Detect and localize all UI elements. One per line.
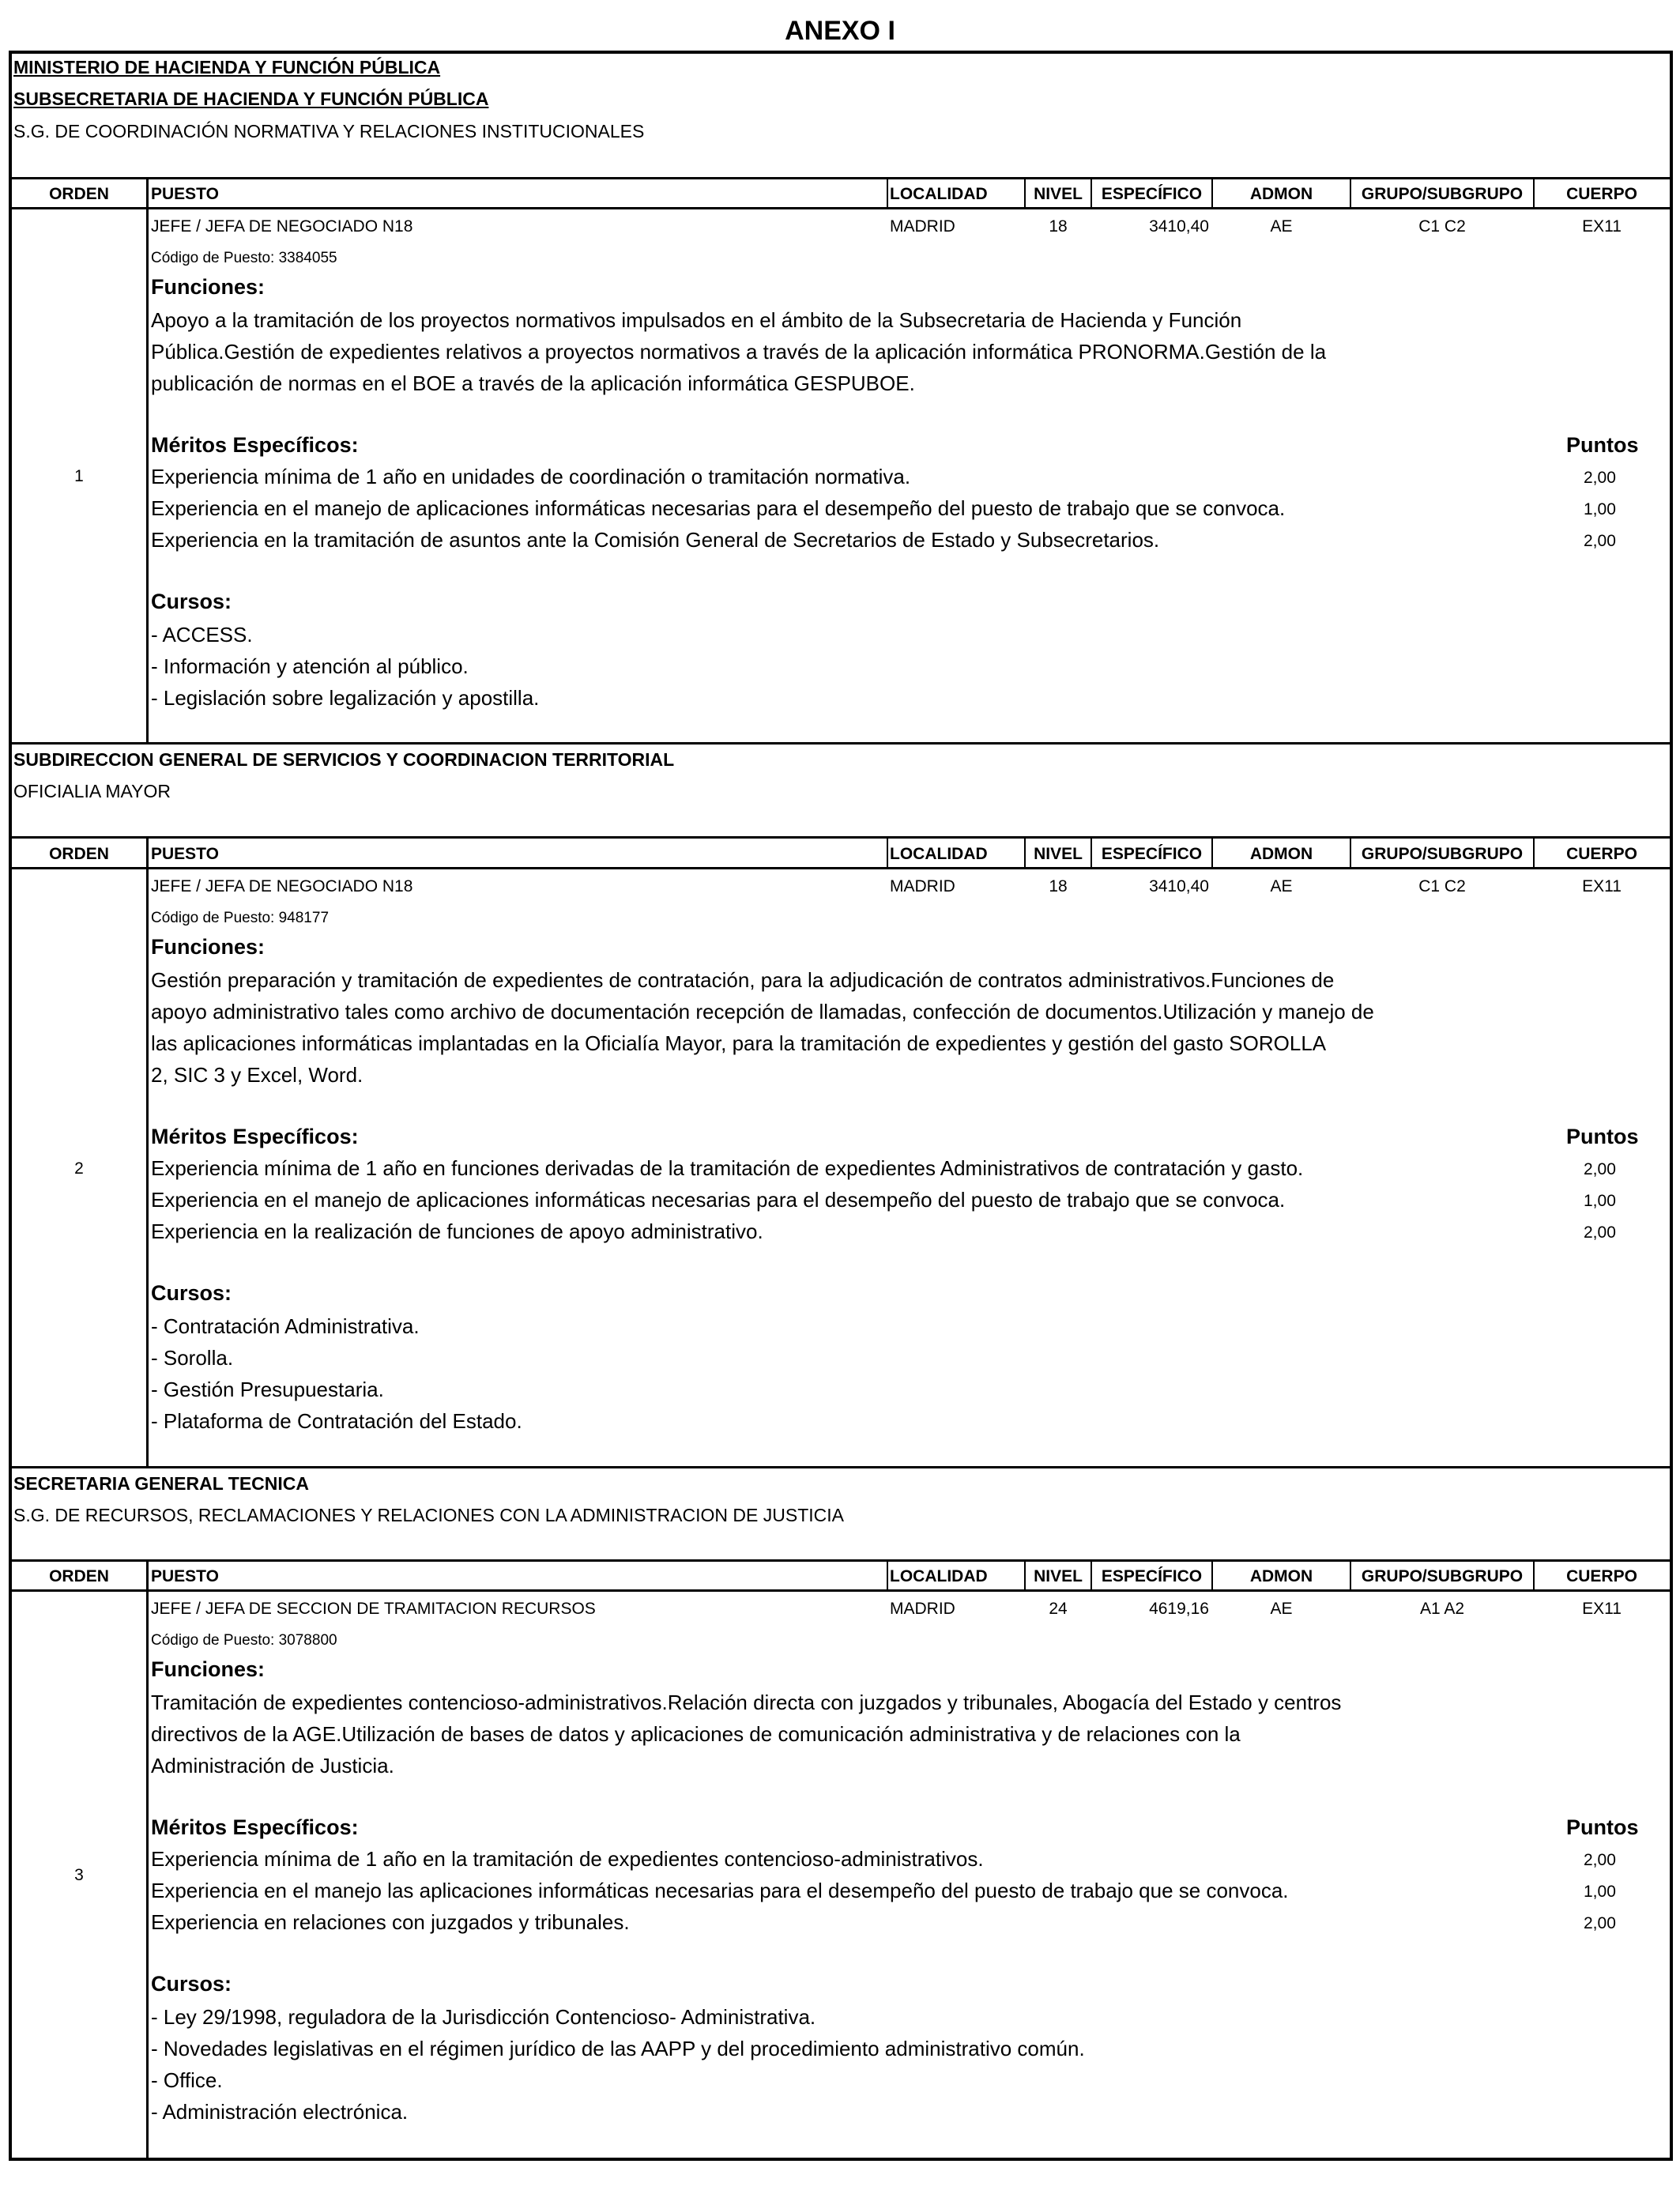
cuerpo-cell: EX11 — [1582, 217, 1622, 236]
ministry-header: MINISTERIO DE HACIENDA Y FUNCIÓN PÚBLICA — [13, 57, 441, 77]
puntos-heading: Puntos — [1566, 1125, 1639, 1148]
funciones-line: apoyo administrativo tales como archivo de documentación recepción de llamadas, confección de documentos.Utilización y manejo de — [151, 1000, 1374, 1023]
puesto-cell: JEFE / JEFA DE NEGOCIADO N18 — [151, 217, 413, 236]
localidad-cell: MADRID — [890, 877, 955, 895]
row-divider — [9, 836, 1673, 839]
meritos-heading: Méritos Específicos: — [151, 1125, 359, 1148]
col-header-especifico: ESPECÍFICO — [1101, 185, 1203, 203]
admon-cell: AE — [1270, 877, 1293, 895]
col-header-grupo: GRUPO/SUBGRUPO — [1361, 185, 1524, 203]
merito-puntos: 2,00 — [1584, 469, 1616, 487]
col-header-localidad: LOCALIDAD — [890, 845, 988, 863]
nivel-cell: 18 — [1049, 877, 1068, 895]
merito-line: Experiencia mínima de 1 año en unidades de coordinación o tramitación normativa. — [151, 465, 911, 488]
merito-puntos: 2,00 — [1584, 1223, 1616, 1242]
nivel-cell: 18 — [1049, 217, 1068, 236]
merito-line: Experiencia en el manejo de aplicaciones informáticas necesarias para el desempeño del puesto de trabajo que se convoca. — [151, 1188, 1286, 1212]
merito-line: Experiencia en la tramitación de asuntos ante la Comisión General de Secretarios de Estado y Subsecretarios. — [151, 528, 1160, 552]
col-header-localidad: LOCALIDAD — [890, 1567, 988, 1585]
cuerpo-cell: EX11 — [1582, 1600, 1622, 1618]
curso-line: - ACCESS. — [151, 623, 253, 647]
codigo-puesto: Código de Puesto: 3384055 — [151, 250, 337, 266]
row-divider — [9, 177, 1673, 179]
col-header-cuerpo: CUERPO — [1566, 1567, 1637, 1585]
merito-puntos: 2,00 — [1584, 1160, 1616, 1178]
funciones-line: las aplicaciones informáticas implantadas en la Oficialía Mayor, para la tramitación de expedientes y gestión del gasto SOROLLA — [151, 1031, 1327, 1055]
curso-line: - Gestión Presupuestaria. — [151, 1378, 384, 1401]
curso-line: - Contratación Administrativa. — [151, 1314, 420, 1338]
unit-subheader-2: OFICIALIA MAYOR — [13, 781, 171, 801]
merito-puntos: 2,00 — [1584, 532, 1616, 550]
funciones-line: Administración de Justicia. — [151, 1754, 394, 1777]
funciones-line: Pública.Gestión de expedientes relativos a proyectos normativos a través de la aplicación informática PRONORMA.Gestión de la — [151, 340, 1327, 364]
col-header-admon: ADMON — [1249, 1567, 1313, 1585]
row-divider — [9, 207, 1673, 209]
funciones-line: Tramitación de expedientes contencioso-administrativos.Relación directa con juzgados y tribunales, Abogacía del Estado y centros — [151, 1691, 1342, 1714]
column-divider — [146, 836, 149, 1466]
col-header-localidad: LOCALIDAD — [890, 185, 988, 203]
col-header-grupo: GRUPO/SUBGRUPO — [1361, 1567, 1524, 1585]
funciones-heading: Funciones: — [151, 275, 266, 299]
unit-subheader-3: S.G. DE RECURSOS, RECLAMACIONES Y RELACIONES CON LA ADMINISTRACION DE JUSTICIA — [13, 1505, 844, 1525]
col-header-puesto: PUESTO — [151, 1567, 219, 1585]
curso-line: - Sorolla. — [151, 1346, 234, 1370]
merito-puntos: 2,00 — [1584, 1914, 1616, 1932]
row-divider — [9, 1559, 1673, 1562]
col-header-orden: ORDEN — [49, 185, 109, 203]
merito-line: Experiencia mínima de 1 año en funciones derivadas de la tramitación de expedientes Administrativos de contratación y gasto. — [151, 1156, 1304, 1180]
row-divider — [9, 1466, 1673, 1468]
codigo-puesto: Código de Puesto: 3078800 — [151, 1632, 337, 1649]
col-header-grupo: GRUPO/SUBGRUPO — [1361, 845, 1524, 863]
cuerpo-cell: EX11 — [1582, 877, 1622, 895]
merito-line: Experiencia en la realización de funciones de apoyo administrativo. — [151, 1220, 763, 1243]
grupo-cell: A1 A2 — [1419, 1600, 1465, 1618]
page-title: ANEXO I — [785, 16, 895, 46]
col-header-puesto: PUESTO — [151, 185, 219, 203]
col-header-orden: ORDEN — [49, 1567, 109, 1585]
especifico-cell: 3410,40 — [1149, 217, 1209, 236]
merito-puntos: 2,00 — [1584, 1851, 1616, 1869]
merito-puntos: 1,00 — [1584, 1192, 1616, 1210]
nivel-cell: 24 — [1049, 1600, 1068, 1618]
meritos-heading: Méritos Específicos: — [151, 433, 359, 457]
curso-line: - Plataforma de Contratación del Estado. — [151, 1409, 522, 1433]
admon-cell: AE — [1270, 1600, 1293, 1618]
admon-cell: AE — [1270, 217, 1293, 236]
col-header-admon: ADMON — [1249, 185, 1313, 203]
merito-line: Experiencia en el manejo de aplicaciones informáticas necesarias para el desempeño del puesto de trabajo que se convoca. — [151, 496, 1286, 520]
column-divider — [887, 1559, 888, 1589]
merito-line: Experiencia en el manejo las aplicaciones informáticas necesarias para el desempeño del puesto de trabajo que se convoca. — [151, 1879, 1289, 1902]
col-header-cuerpo: CUERPO — [1566, 185, 1637, 203]
col-header-nivel: NIVEL — [1034, 185, 1083, 203]
table-frame — [9, 51, 1673, 2161]
merito-line: Experiencia en relaciones con juzgados y tribunales. — [151, 1910, 630, 1934]
unit-subheader-1: S.G. DE COORDINACIÓN NORMATIVA Y RELACIONES INSTITUCIONALES — [13, 121, 645, 141]
unit-header-2: SUBDIRECCION GENERAL DE SERVICIOS Y COORDINACION TERRITORIAL — [13, 749, 675, 770]
grupo-cell: C1 C2 — [1418, 877, 1466, 895]
column-divider — [887, 836, 888, 867]
funciones-line: Apoyo a la tramitación de los proyectos normativos impulsados en el ámbito de la Subsecretaria de Hacienda y Función — [151, 308, 1242, 332]
orden-cell: 1 — [74, 467, 84, 485]
column-divider — [146, 177, 149, 742]
col-header-nivel: NIVEL — [1034, 1567, 1083, 1585]
unit-header-3: SECRETARIA GENERAL TECNICA — [13, 1473, 309, 1494]
merito-line: Experiencia mínima de 1 año en la tramitación de expedientes contencioso-administrativos. — [151, 1847, 984, 1871]
puntos-heading: Puntos — [1566, 433, 1639, 457]
grupo-cell: C1 C2 — [1418, 217, 1466, 236]
codigo-puesto: Código de Puesto: 948177 — [151, 910, 330, 926]
puesto-cell: JEFE / JEFA DE SECCION DE TRAMITACION RECURSOS — [151, 1600, 596, 1618]
col-header-cuerpo: CUERPO — [1566, 845, 1637, 863]
localidad-cell: MADRID — [890, 217, 955, 236]
row-divider — [9, 742, 1673, 745]
curso-line: - Legislación sobre legalización y apostilla. — [151, 686, 540, 710]
localidad-cell: MADRID — [890, 1600, 955, 1618]
orden-cell: 2 — [74, 1159, 84, 1178]
orden-cell: 3 — [74, 1866, 84, 1884]
col-header-puesto: PUESTO — [151, 845, 219, 863]
curso-line: - Administración electrónica. — [151, 2100, 409, 2124]
cursos-heading: Cursos: — [151, 1281, 232, 1305]
merito-puntos: 1,00 — [1584, 500, 1616, 518]
funciones-line: publicación de normas en el BOE a través de la aplicación informática GESPUBOE. — [151, 371, 915, 395]
col-header-admon: ADMON — [1249, 845, 1313, 863]
col-header-orden: ORDEN — [49, 845, 109, 863]
curso-line: - Información y atención al público. — [151, 654, 469, 678]
curso-line: - Office. — [151, 2068, 223, 2092]
cursos-heading: Cursos: — [151, 590, 232, 613]
funciones-line: 2, SIC 3 y Excel, Word. — [151, 1063, 363, 1087]
funciones-heading: Funciones: — [151, 1657, 266, 1681]
cursos-heading: Cursos: — [151, 1972, 232, 1996]
especifico-cell: 3410,40 — [1149, 877, 1209, 895]
puesto-cell: JEFE / JEFA DE NEGOCIADO N18 — [151, 877, 413, 895]
col-header-especifico: ESPECÍFICO — [1101, 845, 1203, 863]
column-divider — [887, 177, 888, 207]
funciones-line: Gestión preparación y tramitación de expedientes de contratación, para la adjudicación de contratos administrativos.Funciones de — [151, 968, 1335, 992]
curso-line: - Novedades legislativas en el régimen jurídico de las AAPP y del procedimiento administrativo común. — [151, 2037, 1085, 2060]
funciones-line: directivos de la AGE.Utilización de bases de datos y aplicaciones de comunicación administrativa y de relaciones con la — [151, 1722, 1241, 1746]
column-divider — [146, 1559, 149, 2160]
puntos-heading: Puntos — [1566, 1815, 1639, 1839]
col-header-nivel: NIVEL — [1034, 845, 1083, 863]
col-header-especifico: ESPECÍFICO — [1101, 1567, 1203, 1585]
merito-puntos: 1,00 — [1584, 1883, 1616, 1901]
especifico-cell: 4619,16 — [1149, 1600, 1209, 1618]
unit-header-1: SUBSECRETARIA DE HACIENDA Y FUNCIÓN PÚBLICA — [13, 89, 489, 109]
row-divider — [9, 1589, 1673, 1592]
curso-line: - Ley 29/1998, reguladora de la Jurisdicción Contencioso- Administrativa. — [151, 2005, 816, 2029]
row-divider — [9, 867, 1673, 869]
funciones-heading: Funciones: — [151, 935, 266, 959]
meritos-heading: Méritos Específicos: — [151, 1815, 359, 1839]
